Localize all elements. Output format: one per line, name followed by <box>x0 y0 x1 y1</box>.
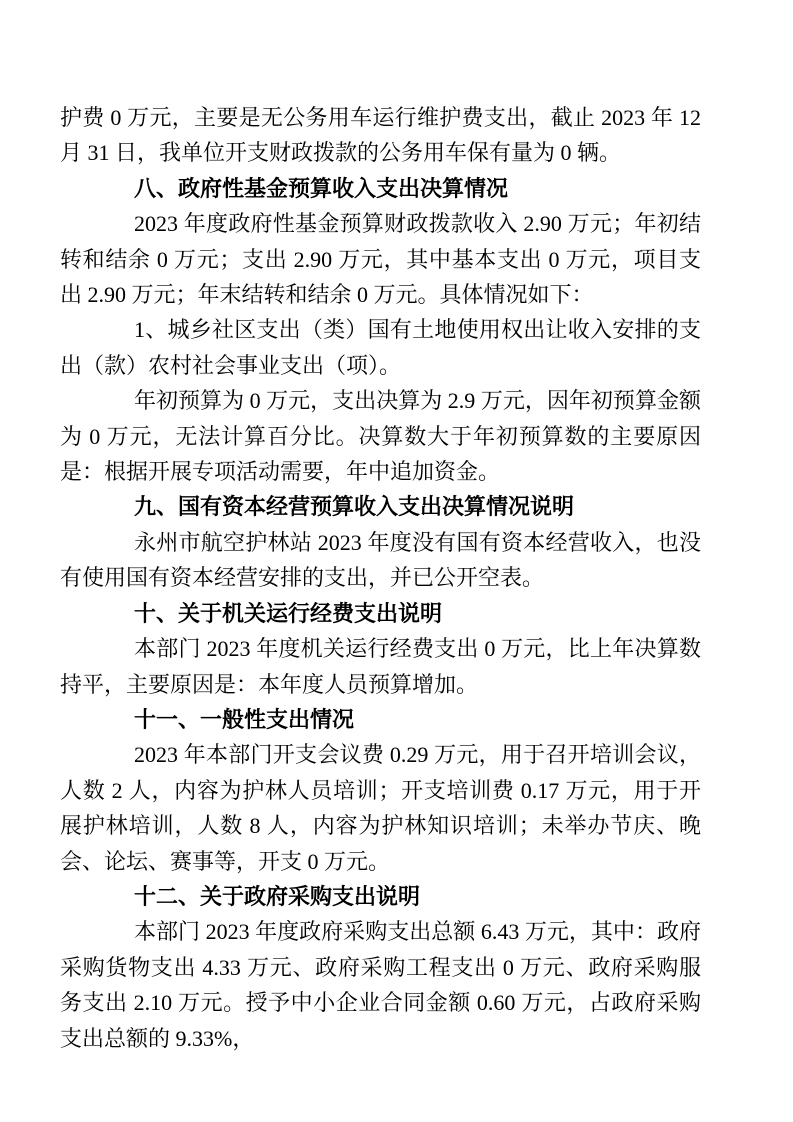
paragraph-urban-rural-community-expense: 1、城乡社区支出（类）国有土地使用权出让收入安排的支出（款）农村社会事业支出（项）。 <box>60 317 701 378</box>
paragraph-fund-budget-summary: 2023 年度政府性基金预算财政拨款收入 2.90 万元；年初结转和结余 0 万元；支出 2.90 万元，其中基本支出 0 万元，项目支出 2.90 万元；年末结转和结余 0 万元。具体情况如下： <box>60 211 701 308</box>
section-heading-12-government-procurement: 十二、关于政府采购支出说明 <box>134 883 421 909</box>
paragraph-agency-operating-funds: 本部门 2023 年度机关运行经费支出 0 万元，比上年决算数持平，主要原因是：本年度人员预算增加。 <box>60 636 701 697</box>
section-heading-10-agency-operating-funds: 十、关于机关运行经费支出说明 <box>134 600 443 626</box>
section-heading-8-government-fund-budget: 八、政府性基金预算收入支出决算情况 <box>134 175 509 201</box>
paragraph-government-procurement-detail: 本部门 2023 年度政府采购支出总额 6.43 万元，其中：政府采购货物支出 4.33 万元、政府采购工程支出 0 万元、政府采购服务支出 2.10 万元。授予中小企业合同金额 0.60 万元，占政府采购支出总额的 9.33%， <box>60 919 701 1051</box>
paragraph-general-expenditure-detail: 2023 年本部门开支会议费 0.29 万元，用于召开培训会议，人数 2 人，内容为护林人员培训；开支培训费 0.17 万元，用于开展护林培训，人数 8 人，内容为护林知识培训；未举办节庆、晚会、论坛、赛事等，开支 0 万元。 <box>60 742 701 874</box>
section-heading-11-general-expenditure: 十一、一般性支出情况 <box>134 706 355 732</box>
section-heading-9-state-capital-operation: 九、国有资本经营预算收入支出决算情况说明 <box>134 494 575 520</box>
paragraph-vehicle-maintenance-continuation: 护费 0 万元，主要是无公务用车运行维护费支出，截止 2023 年 12 月 31 日，我单位开支财政拨款的公务用车保有量为 0 辆。 <box>60 105 701 166</box>
paragraph-state-capital-statement: 永州市航空护林站 2023 年度没有国有资本经营收入，也没有使用国有资本经营安排的支出，并已公开空表。 <box>60 529 701 591</box>
paragraph-budget-vs-final-explanation: 年初预算为 0 万元，支出决算为 2.9 万元，因年初预算金额为 0 万元，无法计算百分比。决算数大于年初预算数的主要原因是：根据开展专项活动需要，年中追加资金。 <box>60 388 701 485</box>
